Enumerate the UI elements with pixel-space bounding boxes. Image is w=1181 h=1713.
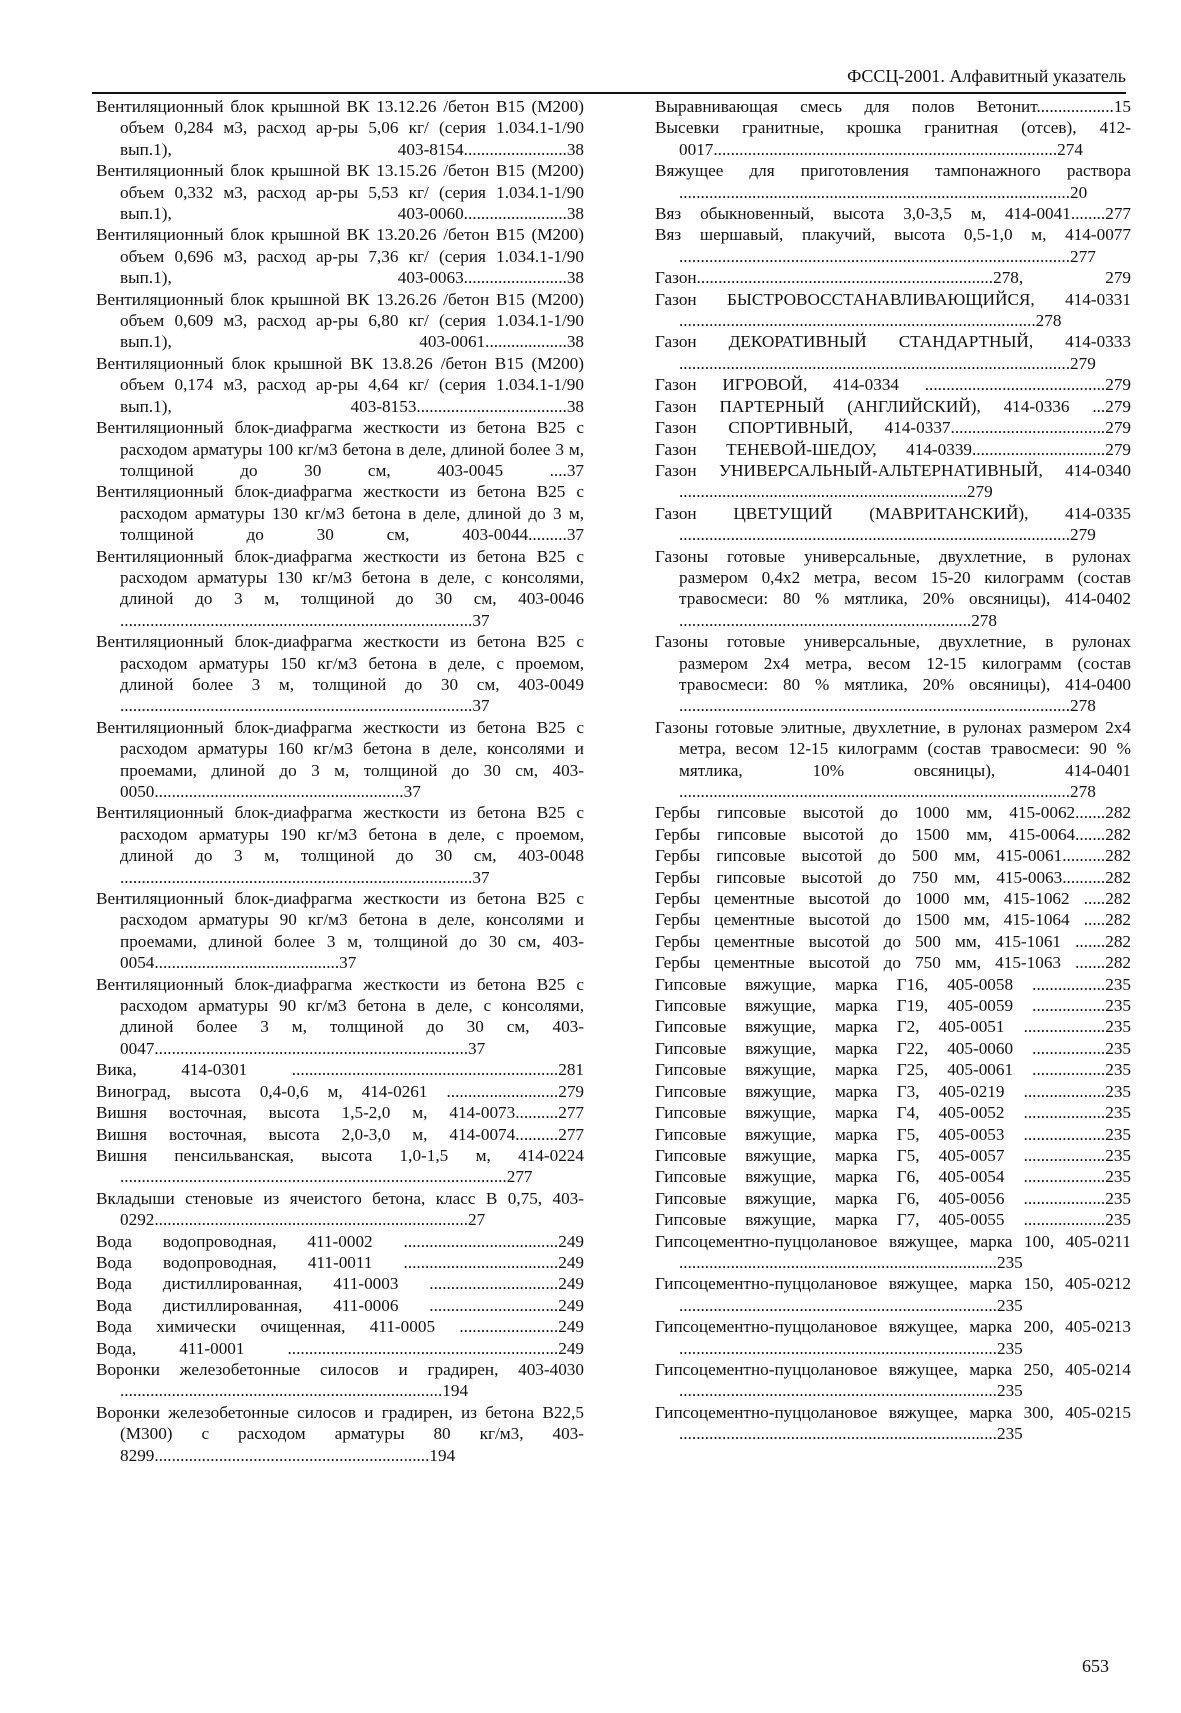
index-entry — [655, 396, 1131, 417]
index-entry-page-ref: 235 — [1105, 974, 1131, 994]
index-entry-text: Гипсовые вяжущие, марка Г19, 405-0059 ................. — [655, 996, 1106, 1016]
index-entry — [655, 931, 1131, 952]
index-entry — [96, 1252, 584, 1273]
index-entry — [655, 802, 1131, 823]
index-entry — [655, 96, 1131, 117]
index-entry — [655, 1316, 1131, 1359]
index-entry-text: Гипсоцементно-пуццолановое вяжущее, марка 100, 405-0211 .......................................................................... — [655, 1231, 1131, 1272]
index-entry-page-ref: 20 — [1070, 182, 1088, 202]
index-entry-page-ref: 282 — [1105, 910, 1131, 930]
index-entry-text: Вода химически очищенная, 411-0005 ....................... — [96, 1317, 559, 1337]
index-entry-text: Вентиляционный блок-диафрагма жесткости из бетона В25 с расходом арматуры 90 кг/м3 бетона в деле, с консолями, длиной более 3 м, толщиной до 30 см, 403-0047......................................................................... — [96, 974, 584, 1058]
index-entry — [96, 1081, 584, 1102]
index-entry-page-ref: 38 — [566, 396, 584, 416]
index-entry — [655, 439, 1131, 460]
index-entry — [96, 546, 584, 632]
index-entry-text: Гипсовые вяжущие, марка Г6, 405-0054 ................... — [655, 1167, 1106, 1187]
index-entry-page-ref: 15 — [1113, 97, 1131, 116]
index-entry-page-ref: 235 — [996, 1252, 1023, 1272]
index-entry — [96, 1102, 584, 1123]
index-entry-page-ref: 282 — [1105, 867, 1131, 887]
index-entry-text: Гипсоцементно-пуццолановое вяжущее, марка 250, 405-0214 .......................................................................... — [655, 1359, 1131, 1401]
index-entry-text: Газон БЫСТРОВОССТАНАВЛИВАЮЩИЙСЯ, 414-0331 ................................................................................... — [655, 289, 1131, 331]
index-entry — [96, 1188, 584, 1231]
index-entry — [655, 1016, 1131, 1037]
index-entry-text: Гипсоцементно-пуццолановое вяжущее, марка 300, 405-0215 .......................................................................... — [655, 1402, 1131, 1444]
index-entry — [655, 117, 1131, 160]
index-entry-page-ref: 235 — [1105, 1167, 1131, 1187]
index-entry-text: Гипсовые вяжущие, марка Г16, 405-0058 ................. — [655, 974, 1106, 994]
index-entry — [655, 1145, 1131, 1166]
index-entry-text: Вентиляционный блок-диафрагма жесткости из бетона В25 с расходом арматуры 130 кг/м3 бетона в деле, длиной до 3 м, толщиной до 30 см, 403-0044......... — [96, 482, 584, 545]
index-entry — [655, 909, 1131, 930]
index-entry — [655, 374, 1131, 395]
index-entry-text: Вентиляционный блок-диафрагма жесткости из бетона В25 с расходом арматуры 100 кг/м3 бетона в деле, длиной более 3 м, толщиной до 30 см, 403-0045 .... — [96, 418, 584, 480]
index-entry-text: Вода, 411-0001 ............................................................... — [96, 1338, 559, 1358]
index-entry-page-ref: 279 — [1070, 525, 1096, 545]
index-entry-page-ref: 235 — [1105, 996, 1131, 1016]
index-entry-text: Гипсовые вяжущие, марка Г3, 405-0219 ................... — [655, 1081, 1106, 1101]
index-entry — [96, 1145, 584, 1188]
index-entry-text: Воронки железобетонные силосов и градирен, из бетона В22,5 (М300) с расходом арматуры 80 кг/м3, 403-8299................................................................ — [96, 1402, 584, 1465]
index-entry — [96, 289, 584, 353]
index-entry — [96, 1338, 584, 1359]
index-entry — [655, 203, 1131, 224]
index-entry-page-ref: 27 — [468, 1210, 486, 1230]
index-entry-text: Вика, 414-0301 .............................................................. — [96, 1060, 559, 1080]
index-entry — [655, 460, 1131, 503]
index-entry — [96, 888, 584, 974]
index-column-left — [96, 96, 584, 1466]
index-entry — [96, 1295, 584, 1316]
index-entry — [655, 1081, 1131, 1102]
index-entry-text: Вентиляционный блок-диафрагма жесткости из бетона В25 с расходом арматуры 160 кг/м3 бетона в деле, консолями и проемами, длиной до 3 м, толщиной до 30 см, 403-0050.......................................................... — [96, 717, 584, 801]
index-entry-page-ref: 282 — [1105, 803, 1131, 823]
index-entry — [655, 1209, 1131, 1230]
index-entry-text: Гипсовые вяжущие, марка Г2, 405-0051 ................... — [655, 1017, 1106, 1037]
index-entry-page-ref: 37 — [339, 953, 357, 973]
index-entry-text: Гипсовые вяжущие, марка Г25, 405-0061 ................. — [655, 1060, 1106, 1080]
index-entry — [96, 224, 584, 288]
index-entry-text: Газон УНИВЕРСАЛЬНЫЙ-АЛЬТЕРНАТИВНЫЙ, 414-0340 ................................................................... — [655, 460, 1131, 502]
index-entry-page-ref: 279 — [1105, 396, 1131, 416]
index-entry-page-ref: 278, 279 — [993, 268, 1131, 288]
index-entry — [655, 717, 1131, 803]
index-entry — [96, 1231, 584, 1252]
index-entry — [655, 867, 1131, 888]
index-entry-page-ref: 277 — [1070, 246, 1096, 266]
index-entry-text: Газоны готовые элитные, двухлетние, в рулонах размером 2х4 метра, весом 12-15 килограмм (состав травосмеси: 90 % мятлика, 10% овсяницы), 414-0401 ........................................................................................... — [655, 717, 1131, 801]
index-entry-page-ref: 235 — [996, 1424, 1023, 1444]
index-entry-page-ref: 38 — [566, 268, 584, 288]
index-entry-text: Вентиляционный блок крышной ВК 13.26.26 /бетон В15 (М200) объем 0,609 м3, расход ар-ры 6,80 кг/ (серия 1.034.1-1/90 вып.1), 403-0061................... — [96, 289, 584, 352]
index-entry-text: Газон ТЕНЕВОЙ-ШЕДОУ, 414-0339............................... — [655, 439, 1106, 459]
index-entry-page-ref: 194 — [429, 1445, 456, 1465]
index-entry-text: Воронки железобетонные силосов и градирен, 403-4030 ........................................................................... — [96, 1359, 584, 1401]
index-entry-page-ref: 38 — [566, 332, 584, 352]
index-entry-text: Газон ПАРТЕРНЫЙ (АНГЛИЙСКИЙ), 414-0336 ... — [655, 396, 1106, 416]
header-title: ФССЦ-2001. Алфавитный указатель — [847, 66, 1126, 86]
index-entry — [96, 717, 584, 803]
index-entry-page-ref: 37 — [472, 867, 490, 887]
index-entry-text: Вишня восточная, высота 2,0-3,0 м, 414-0074.......... — [96, 1124, 559, 1144]
index-entry-text: Вишня пенсильванская, высота 1,0-1,5 м, 414-0224 .......................................................................................... — [96, 1145, 584, 1187]
index-entry — [96, 353, 584, 417]
index-entry-text: Вяз обыкновенный, высота 3,0-3,5 м, 414-0041........ — [655, 204, 1106, 224]
index-entry-page-ref: 274 — [1057, 139, 1083, 159]
index-entry — [655, 1273, 1131, 1316]
index-entry — [655, 631, 1131, 717]
index-entry-page-ref: 278 — [1035, 311, 1062, 331]
index-entry-text: Вентиляционный блок-диафрагма жесткости из бетона В25 с расходом арматуры 190 кг/м3 бетона в деле, с проемом, длиной до 3 м, толщиной до 30 см, 403-0048 .................................................................................. — [96, 803, 584, 887]
index-entry-page-ref: 235 — [1105, 1210, 1131, 1230]
index-entry-text: Вентиляционный блок-диафрагма жесткости из бетона В25 с расходом арматуры 130 кг/м3 бетона в деле, с консолями, длиной до 3 м, толщиной до 30 см, 403-0046 .................................................................................. — [96, 546, 584, 630]
index-entry-page-ref: 235 — [1105, 1060, 1131, 1080]
index-entry — [655, 974, 1131, 995]
index-entry-text: Гербы цементные высотой до 750 мм, 415-1063 ....... — [655, 953, 1106, 973]
index-entry — [655, 503, 1131, 546]
index-entry — [96, 1359, 584, 1402]
index-entry-text: Газон ЦВЕТУЩИЙ (МАВРИТАНСКИЙ), 414-0335 ........................................................................................... — [655, 503, 1131, 545]
index-entry-text: Выравнивающая смесь для полов Ветонит.................. — [655, 97, 1114, 116]
index-entry-text: Газоны готовые универсальные, двухлетние, в рулонах размером 2х4 метра, весом 12-15 килограмм (состав травосмеси: 80 % мятлика, 20% овсяницы), 414-0400 ........................................................................................... — [655, 632, 1131, 716]
index-entry-page-ref: 37 — [472, 610, 490, 630]
index-entry — [655, 888, 1131, 909]
index-entry-page-ref: 194 — [442, 1381, 469, 1401]
index-entry-page-ref: 277 — [506, 1167, 533, 1187]
index-entry — [655, 1359, 1131, 1402]
index-entry-text: Гипсовые вяжущие, марка Г4, 405-0052 ................... — [655, 1103, 1106, 1123]
index-entry — [655, 845, 1131, 866]
index-entry-page-ref: 235 — [1105, 1145, 1131, 1165]
index-entry-page-ref: 235 — [1105, 1103, 1131, 1123]
index-entry-text: Гербы гипсовые высотой до 500 мм, 415-0061.......... — [655, 846, 1106, 866]
index-entry — [655, 417, 1131, 438]
index-entry-text: Вяз шершавый, плакучий, высота 0,5-1,0 м, 414-0077 ........................................................................................... — [655, 225, 1131, 266]
index-entry-page-ref: 38 — [566, 139, 584, 159]
index-entry-page-ref: 249 — [558, 1252, 584, 1272]
index-entry-text: Вода водопроводная, 411-0011 .................................... — [96, 1252, 559, 1272]
index-entry — [655, 1166, 1131, 1187]
index-entry-page-ref: 37 — [566, 525, 584, 545]
index-entry-page-ref: 277 — [1105, 204, 1131, 224]
index-entry — [96, 974, 584, 1060]
index-entry-page-ref: 37 — [403, 782, 421, 801]
index-entry-text: Высевки гранитные, крошка гранитная (отсев), 412-0017................................................................................ — [655, 118, 1131, 159]
index-entry-text: Газон СПОРТИВНЫЙ, 414-0337.................................... — [655, 418, 1106, 438]
index-entry-text: Вентиляционный блок крышной ВК 13.12.26 /бетон В15 (М200) объем 0,284 м3, расход ар-ры 5,06 кг/ (серия 1.034.1-1/90 вып.1), 403-8154........................ — [96, 97, 584, 159]
index-entry — [655, 331, 1131, 374]
index-entry — [655, 289, 1131, 332]
index-entry-page-ref: 282 — [1105, 824, 1131, 844]
index-entry-text: Гербы гипсовые высотой до 1000 мм, 415-0062....... — [655, 803, 1106, 823]
index-entry-text: Вкладыши стеновые из ячеистого бетона, класс В 0,75, 403-0292......................................................................... — [96, 1188, 584, 1230]
index-entry-text: Гербы цементные высотой до 1500 мм, 415-1064 ..... — [655, 910, 1106, 930]
index-entry-text: Гербы гипсовые высотой до 750 мм, 415-0063.......... — [655, 867, 1106, 887]
index-entry-page-ref: 235 — [1105, 1038, 1131, 1058]
index-entry-text: Вяжущее для приготовления тампонажного раствора ........................................................................................... — [655, 161, 1131, 202]
index-entry-text: Вишня восточная, высота 1,5-2,0 м, 414-0073.......... — [96, 1103, 559, 1123]
index-entry — [655, 160, 1131, 203]
index-entry-page-ref: 235 — [996, 1295, 1023, 1315]
index-entry-page-ref: 277 — [558, 1124, 584, 1144]
index-entry-text: Гипсовые вяжущие, марка Г6, 405-0056 ................... — [655, 1188, 1106, 1208]
index-entry-page-ref: 279 — [966, 482, 993, 502]
index-entry-text: Газоны готовые универсальные, двухлетние, в рулонах размером 0,4х2 метра, весом 15-20 килограмм (состав травосмеси: 80 % мятлика, 20% овсяницы), 414-0402 .................................................................... — [655, 546, 1131, 630]
index-entry-text: Вентиляционный блок крышной ВК 13.15.26 /бетон В15 (М200) объем 0,332 м3, расход ар-ры 5,53 кг/ (серия 1.034.1-1/90 вып.1), 403-0060........................ — [96, 161, 584, 224]
index-entry — [96, 1124, 584, 1145]
index-entry-page-ref: 278 — [1070, 696, 1096, 716]
index-entry-text: Гербы цементные высотой до 1000 мм, 415-1062 ..... — [655, 889, 1106, 909]
index-entry-page-ref: 278 — [971, 610, 997, 630]
index-entry-text: Газон ИГРОВОЙ, 414-0334 .......................................... — [655, 375, 1106, 395]
index-entry-page-ref: 37 — [468, 1038, 486, 1058]
index-entry-page-ref: 278 — [1070, 782, 1096, 801]
index-entry-text: Гипсоцементно-пуццолановое вяжущее, марка 200, 405-0213 .......................................................................... — [655, 1317, 1131, 1358]
index-entry-page-ref: 37 — [472, 696, 490, 716]
index-entry — [96, 1402, 584, 1466]
index-entry-page-ref: 249 — [558, 1231, 584, 1251]
index-entry — [655, 1402, 1131, 1445]
index-entry — [96, 160, 584, 224]
index-entry — [96, 417, 584, 481]
index-entry-text: Вода дистиллированная, 411-0003 .............................. — [96, 1274, 559, 1294]
index-entry-page-ref: 235 — [996, 1338, 1023, 1358]
index-entry-text: Гербы цементные высотой до 500 мм, 415-1061 ....... — [655, 931, 1106, 951]
index-entry-text: Гипсовые вяжущие, марка Г5, 405-0053 ................... — [655, 1124, 1106, 1144]
index-entry — [655, 995, 1131, 1016]
index-entry-text: Гипсовые вяжущие, марка Г7, 405-0055 ................... — [655, 1210, 1106, 1230]
page-number: 653 — [1082, 1656, 1109, 1676]
index-entry-text: Газон ДЕКОРАТИВНЫЙ СТАНДАРТНЫЙ, 414-0333 ........................................................................................... — [655, 332, 1131, 373]
index-entry — [96, 1059, 584, 1080]
index-entry-page-ref: 282 — [1105, 846, 1131, 866]
index-entry-text: Вода дистиллированная, 411-0006 .............................. — [96, 1295, 559, 1315]
index-entry-page-ref: 282 — [1105, 889, 1131, 909]
index-column-right — [655, 96, 1131, 1445]
index-entry — [96, 1273, 584, 1294]
index-entry-text: Виноград, высота 0,4-0,6 м, 414-0261 .......................... — [96, 1081, 559, 1101]
index-entry-page-ref: 279 — [1105, 375, 1131, 395]
index-entry — [655, 1059, 1131, 1080]
index-entry — [655, 546, 1131, 632]
index-entry — [96, 631, 584, 717]
index-entry-page-ref: 249 — [558, 1274, 584, 1294]
index-entry-page-ref: 277 — [558, 1103, 584, 1123]
index-entry-page-ref: 235 — [1105, 1017, 1131, 1037]
index-entry — [655, 1231, 1131, 1274]
index-entry — [655, 1102, 1131, 1123]
index-entry-page-ref: 279 — [558, 1081, 584, 1101]
index-entry-text: Вентиляционный блок-диафрагма жесткости из бетона В25 с расходом арматуры 90 кг/м3 бетона в деле, консолями и проемами, длиной более 3 м, толщиной до 30 см, 403-0054........................................... — [96, 889, 584, 973]
index-entry — [655, 1188, 1131, 1209]
index-entry — [96, 481, 584, 545]
index-entry — [96, 802, 584, 888]
index-entry-text: Гербы гипсовые высотой до 1500 мм, 415-0064....... — [655, 824, 1106, 844]
index-entry-page-ref: 235 — [1105, 1081, 1131, 1101]
index-entry-text: Газон..................................................................... — [655, 268, 994, 288]
index-entry-page-ref: 235 — [996, 1381, 1023, 1401]
index-entry-text: Вода водопроводная, 411-0002 .................................... — [96, 1231, 559, 1251]
index-entry-page-ref: 279 — [1105, 439, 1131, 459]
index-entry-text: Гипсовые вяжущие, марка Г5, 405-0057 ................... — [655, 1145, 1106, 1165]
index-entry-page-ref: 249 — [558, 1338, 584, 1358]
index-entry-text: Гипсоцементно-пуццолановое вяжущее, марка 150, 405-0212 .......................................................................... — [655, 1274, 1131, 1315]
index-entry-text: Вентиляционный блок-диафрагма жесткости из бетона В25 с расходом арматуры 150 кг/м3 бетона в деле, с проемом, длиной более 3 м, толщиной до 30 см, 403-0049 .................................................................................. — [96, 632, 584, 716]
index-entry — [655, 1124, 1131, 1145]
index-entry-text: Вентиляционный блок крышной ВК 13.20.26 /бетон В15 (М200) объем 0,696 м3, расход ар-ры 7,36 кг/ (серия 1.034.1-1/90 вып.1), 403-0063........................ — [96, 225, 584, 288]
index-entry-page-ref: 249 — [558, 1317, 584, 1337]
index-entry-text: Гипсовые вяжущие, марка Г22, 405-0060 ................. — [655, 1038, 1106, 1058]
index-entry — [96, 1316, 584, 1337]
index-entry — [655, 1038, 1131, 1059]
index-entry-page-ref: 282 — [1105, 931, 1131, 951]
index-entry — [655, 267, 1131, 288]
index-entry-page-ref: 249 — [558, 1295, 584, 1315]
index-entry-page-ref: 235 — [1105, 1188, 1131, 1208]
index-entry-page-ref: 279 — [1105, 418, 1131, 438]
index-entry — [655, 824, 1131, 845]
index-entry-text: Вентиляционный блок крышной ВК 13.8.26 /бетон В15 (М200) объем 0,174 м3, расход ар-ры 4,64 кг/ (серия 1.034.1-1/90 вып.1), 403-8153................................... — [96, 353, 584, 416]
index-entry-page-ref: 282 — [1105, 953, 1131, 973]
index-entry — [655, 952, 1131, 973]
index-entry-page-ref: 281 — [558, 1060, 584, 1080]
index-entry — [96, 96, 584, 160]
index-entry — [655, 224, 1131, 267]
index-entry-page-ref: 235 — [1105, 1124, 1131, 1144]
index-entry-page-ref: 279 — [1070, 353, 1096, 373]
index-entry-page-ref: 38 — [566, 204, 584, 224]
index-entry-page-ref: 37 — [566, 460, 584, 480]
running-header — [92, 64, 1126, 94]
